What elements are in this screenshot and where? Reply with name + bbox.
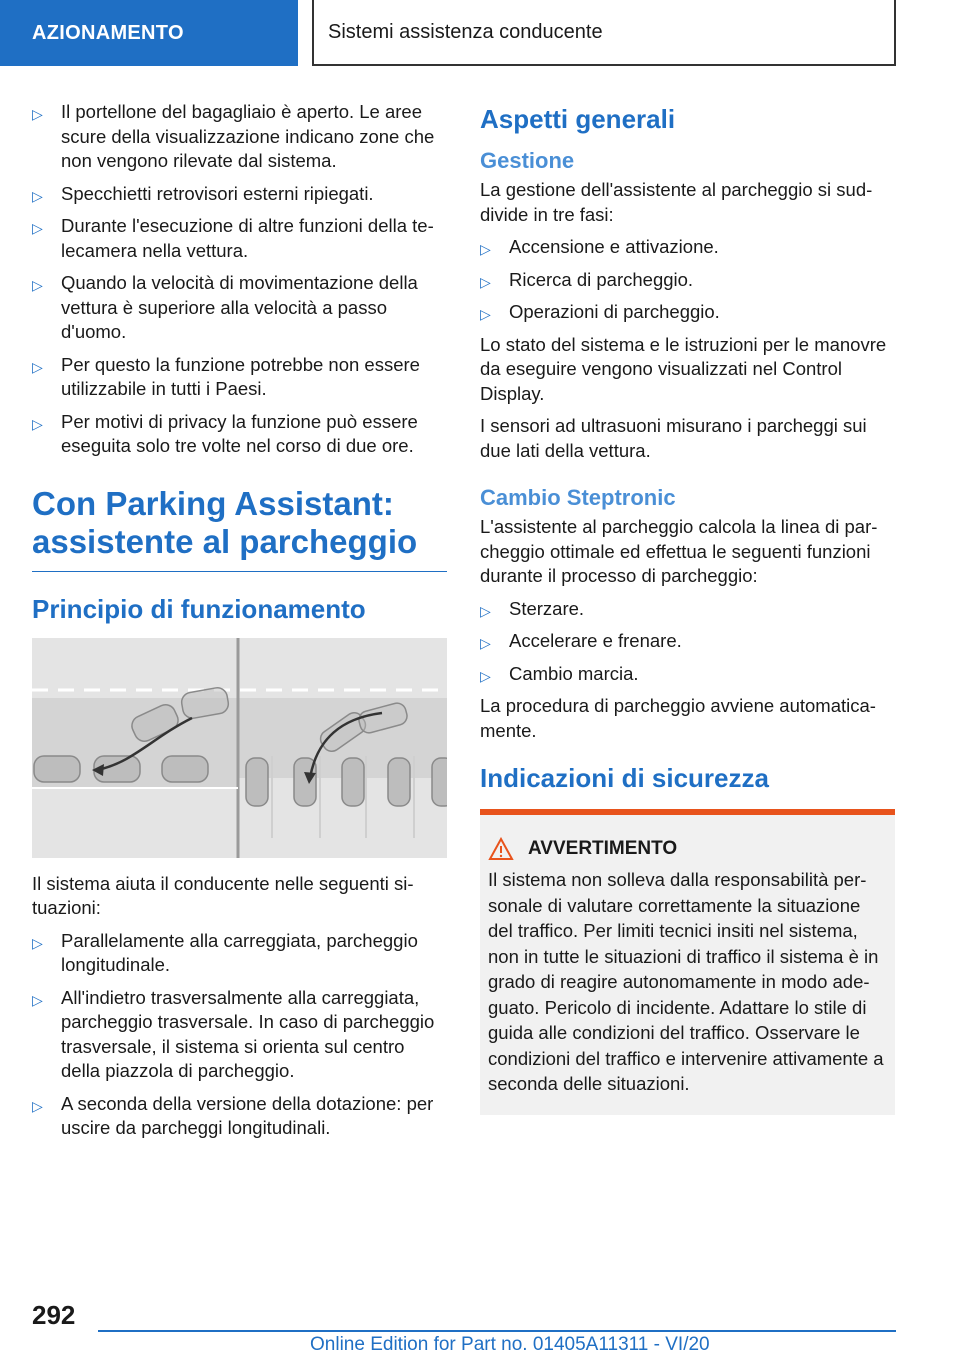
triangle-bullet-icon: ▷ bbox=[32, 106, 43, 122]
body-paragraph: I sensori ad ultrasuoni misurano i parcheggi sui due lati della vettura. bbox=[480, 415, 867, 461]
section-heading: Indicazioni di sicurezza bbox=[480, 763, 769, 793]
header-chapter-title: Sistemi assistenza conducente bbox=[312, 0, 896, 66]
triangle-bullet-icon: ▷ bbox=[32, 187, 43, 204]
list-item: ▷ Operazioni di parcheggio. bbox=[480, 300, 895, 325]
list-item: ▷ Sterzare. bbox=[480, 597, 895, 622]
warning-title: AVVERTIMENTO bbox=[488, 837, 887, 861]
body-paragraph: La gestione dell'assistente al parcheggio si suddivide in tre fasi: bbox=[480, 179, 873, 225]
warning-triangle-icon bbox=[488, 837, 514, 861]
triangle-bullet-icon: ▷ bbox=[32, 991, 43, 1008]
section-heading: Con Parking Assistant: assistente al parcheggio bbox=[32, 485, 447, 572]
warning-box bbox=[480, 809, 895, 1115]
situations-bullet-list bbox=[32, 929, 447, 1141]
list-item: ▷ All'indietro trasversalmente alla carreggiata, parcheggio trasversale. In caso di parcheggio trasversale, il sistema si orienta sul centro della piazzola di parcheggio. bbox=[32, 986, 435, 1081]
body-paragraph: L'assistente al parcheggio calcola la linea di parcheggio ottimale ed effettua le seguenti funzioni durante il processo di parcheggio: bbox=[480, 516, 878, 586]
triangle-bullet-icon: ▷ bbox=[32, 415, 43, 432]
parking-illustration bbox=[32, 638, 447, 858]
triangle-bullet-icon: ▷ bbox=[32, 220, 43, 236]
list-item: ▷ Per questo la funzione potrebbe non essere utilizzabile in tutti i Paesi. bbox=[32, 353, 420, 399]
list-item: ▷ Durante l'esecuzione di altre funzioni della telecamera nella vettura. bbox=[32, 215, 434, 261]
triangle-bullet-icon: ▷ bbox=[480, 635, 491, 651]
list-item: ▷ Quando la velocità di movimentazione della vettura è superiore alla velocità a passo d'uomo. bbox=[32, 272, 418, 342]
triangle-bullet-icon: ▷ bbox=[480, 273, 491, 290]
warning-text: Il sistema non solleva dalla responsabilità personale di valutare correttamente la situazione del traffico. Per limiti tecnici insiti nel sistema, non in tutte le situazioni di traffico il sistema è in grado di reagire autonomamente in modo adeguato. Pericolo di incidente. Adattare lo stile di guida alle condizioni del traffico. Osservare le condizioni del traffico e intervenire attivamente a seconda delle situazioni. bbox=[488, 869, 884, 1094]
list-item: ▷ Il portellone del bagagliaio è aperto. Le aree scure della visualizzazione indicano zone che non vengono rilevate dal sistema. bbox=[32, 101, 435, 171]
list-item: ▷ Specchietti retrovisori esterni ripiegati. bbox=[32, 182, 447, 207]
functions-bullet-list bbox=[480, 597, 895, 687]
triangle-bullet-icon: ▷ bbox=[480, 306, 491, 322]
list-item: ▷ Accelerare e frenare. bbox=[480, 629, 895, 654]
section-heading: Aspetti generali bbox=[480, 104, 676, 134]
list-item: ▷ Accensione e attivazione. bbox=[480, 235, 895, 260]
body-paragraph: Lo stato del sistema e le istruzioni per le manovre da eseguire vengono visualizzati nel Control Display. bbox=[480, 333, 887, 404]
subsection-heading: Cambio Steptronic bbox=[480, 485, 676, 510]
intro-bullet-list bbox=[32, 100, 447, 459]
triangle-bullet-icon: ▷ bbox=[32, 358, 43, 375]
triangle-bullet-icon: ▷ bbox=[480, 602, 491, 619]
left-column bbox=[32, 100, 447, 1149]
page-number: 292 bbox=[32, 1300, 76, 1330]
footer-rule bbox=[98, 1330, 896, 1332]
triangle-bullet-icon: ▷ bbox=[480, 667, 491, 684]
triangle-bullet-icon: ▷ bbox=[32, 277, 43, 293]
triangle-bullet-icon: ▷ bbox=[32, 934, 43, 951]
list-item: ▷ Ricerca di parcheggio. bbox=[480, 268, 895, 293]
footer-edition: Online Edition for Part no. 01405A11311 - VI/20 bbox=[310, 1334, 710, 1355]
list-item: ▷ A seconda della versione della dotazione: per uscire da parcheggi longitudinali. bbox=[32, 1092, 434, 1138]
list-item: ▷ Per motivi di privacy la funzione può essere eseguita solo tre volte nel corso di due ore. bbox=[32, 410, 418, 456]
list-item: ▷ Parallelamente alla carreggiata, parcheggio longitudinale. bbox=[32, 929, 418, 975]
subsection-heading: Principio di funzionamento bbox=[32, 593, 366, 624]
list-item: ▷ Cambio marcia. bbox=[480, 662, 895, 687]
triangle-bullet-icon: ▷ bbox=[32, 1097, 43, 1114]
body-paragraph: Il sistema aiuta il conducente nelle seguenti situazioni: bbox=[32, 872, 414, 918]
triangle-bullet-icon: ▷ bbox=[480, 241, 491, 257]
subsection-heading: Gestione bbox=[480, 148, 575, 173]
body-paragraph: La procedura di parcheggio avviene automaticamente. bbox=[480, 695, 876, 741]
right-column bbox=[480, 100, 895, 1115]
phases-bullet-list bbox=[480, 235, 895, 325]
header-section-tab: AZIONAMENTO bbox=[0, 0, 298, 66]
parking-diagram-svg bbox=[32, 638, 447, 858]
